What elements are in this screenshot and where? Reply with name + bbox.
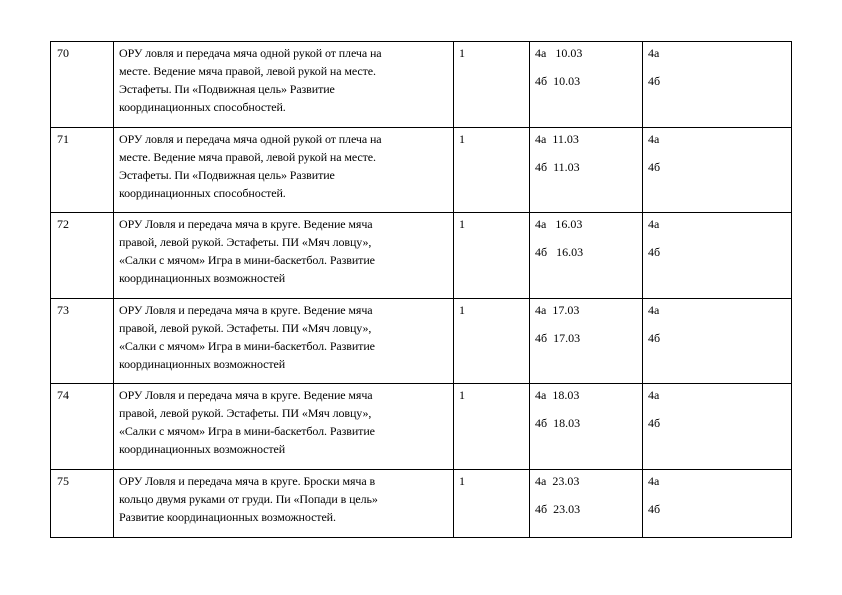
lesson-topic-line: ОРУ Ловля и передача мяча в круге. Ведение мяча <box>119 388 373 402</box>
planned-date-entry: 4а 16.03 <box>535 217 583 231</box>
planned-date-cell <box>530 470 643 538</box>
lesson-topic-line: правой, левой рукой. Эстафеты. ПИ «Мяч ловцу», <box>119 406 372 420</box>
planned-date-entry: 4б 23.03 <box>535 502 581 516</box>
lesson-topic-line: правой, левой рукой. Эстафеты. ПИ «Мяч ловцу», <box>119 321 372 335</box>
hours-cell: 1 <box>454 384 530 470</box>
lesson-plan-body <box>51 42 792 538</box>
planned-date-cell <box>530 128 643 213</box>
actual-date-entry: 4а <box>648 388 660 402</box>
actual-date-cell <box>643 470 792 538</box>
hours-cell: 1 <box>454 299 530 384</box>
actual-date-cell <box>643 299 792 384</box>
actual-date-entry: 4а <box>648 217 660 231</box>
planned-date-cell <box>530 42 643 128</box>
lesson-topic-line: координационных возможностей <box>119 271 286 285</box>
lesson-number-cell: 73 <box>51 299 114 384</box>
lesson-topic-cell <box>114 384 454 470</box>
lesson-topic-line: «Салки с мячом» Игра в мини-баскетбол. Развитие <box>119 253 375 267</box>
lesson-topic-line: ОРУ Ловля и передача мяча в круге. Ведение мяча <box>119 303 373 317</box>
actual-date-entry: 4б <box>648 416 661 430</box>
planned-date-entry: 4а 10.03 <box>535 46 583 60</box>
lesson-topic-line: ОРУ ловля и передача мяча одной рукой от плеча на <box>119 46 382 60</box>
table-row <box>51 128 792 213</box>
planned-date-entry: 4а 18.03 <box>535 388 580 402</box>
actual-date-cell <box>643 128 792 213</box>
table-row <box>51 299 792 384</box>
actual-date-cell <box>643 42 792 128</box>
lesson-topic-line: правой, левой рукой. Эстафеты. ПИ «Мяч ловцу», <box>119 235 372 249</box>
lesson-plan-table <box>50 41 792 538</box>
lesson-topic-line: кольцо двумя руками от груди. Пи «Попади в цель» <box>119 492 378 506</box>
lesson-topic-cell <box>114 299 454 384</box>
actual-date-entry: 4а <box>648 303 660 317</box>
table-row <box>51 213 792 299</box>
lesson-topic-cell <box>114 470 454 538</box>
planned-date-entry: 4б 17.03 <box>535 331 581 345</box>
lesson-topic-line: ОРУ Ловля и передача мяча в круге. Ведение мяча <box>119 217 373 231</box>
lesson-topic-line: месте. Ведение мяча правой, левой рукой на месте. <box>119 64 376 78</box>
lesson-topic-line: координационных возможностей <box>119 357 286 371</box>
actual-date-entry: 4а <box>648 46 660 60</box>
lesson-topic-line: координационных способностей. <box>119 100 286 114</box>
actual-date-cell <box>643 384 792 470</box>
actual-date-entry: 4а <box>648 132 660 146</box>
planned-date-entry: 4б 18.03 <box>535 416 581 430</box>
actual-date-entry: 4а <box>648 474 660 488</box>
hours-cell: 1 <box>454 128 530 213</box>
lesson-topic-line: ОРУ Ловля и передача мяча в круге. Броски мяча в <box>119 474 376 488</box>
table-row <box>51 42 792 128</box>
planned-date-cell <box>530 299 643 384</box>
actual-date-cell <box>643 213 792 299</box>
planned-date-cell <box>530 213 643 299</box>
planned-date-entry: 4а 17.03 <box>535 303 580 317</box>
actual-date-entry: 4б <box>648 74 661 88</box>
actual-date-entry: 4б <box>648 245 661 259</box>
lesson-number-cell: 75 <box>51 470 114 538</box>
actual-date-entry: 4б <box>648 331 661 345</box>
hours-cell: 1 <box>454 42 530 128</box>
lesson-topic-line: «Салки с мячом» Игра в мини-баскетбол. Развитие <box>119 424 375 438</box>
planned-date-entry: 4а 11.03 <box>535 132 579 146</box>
planned-date-entry: 4б 10.03 <box>535 74 581 88</box>
actual-date-entry: 4б <box>648 160 661 174</box>
lesson-topic-line: координационных способностей. <box>119 186 286 200</box>
lesson-topic-line: «Салки с мячом» Игра в мини-баскетбол. Развитие <box>119 339 375 353</box>
planned-date-entry: 4а 23.03 <box>535 474 580 488</box>
lesson-topic-line: месте. Ведение мяча правой, левой рукой на месте. <box>119 150 376 164</box>
lesson-number-cell: 72 <box>51 213 114 299</box>
lesson-number-cell: 71 <box>51 128 114 213</box>
lesson-number-cell: 74 <box>51 384 114 470</box>
planned-date-entry: 4б 11.03 <box>535 160 580 174</box>
lesson-topic-line: координационных возможностей <box>119 442 286 456</box>
actual-date-entry: 4б <box>648 502 661 516</box>
hours-cell: 1 <box>454 470 530 538</box>
lesson-number-cell: 70 <box>51 42 114 128</box>
planned-date-cell <box>530 384 643 470</box>
lesson-topic-line: Эстафеты. Пи «Подвижная цель» Развитие <box>119 82 335 96</box>
table-row <box>51 384 792 470</box>
table-row <box>51 470 792 538</box>
lesson-topic-line: Развитие координационных возможностей. <box>119 510 336 524</box>
lesson-topic-line: ОРУ ловля и передача мяча одной рукой от плеча на <box>119 132 382 146</box>
lesson-topic-cell <box>114 42 454 128</box>
lesson-topic-cell <box>114 213 454 299</box>
lesson-topic-line: Эстафеты. Пи «Подвижная цель» Развитие <box>119 168 335 182</box>
hours-cell: 1 <box>454 213 530 299</box>
planned-date-entry: 4б 16.03 <box>535 245 584 259</box>
lesson-topic-cell <box>114 128 454 213</box>
